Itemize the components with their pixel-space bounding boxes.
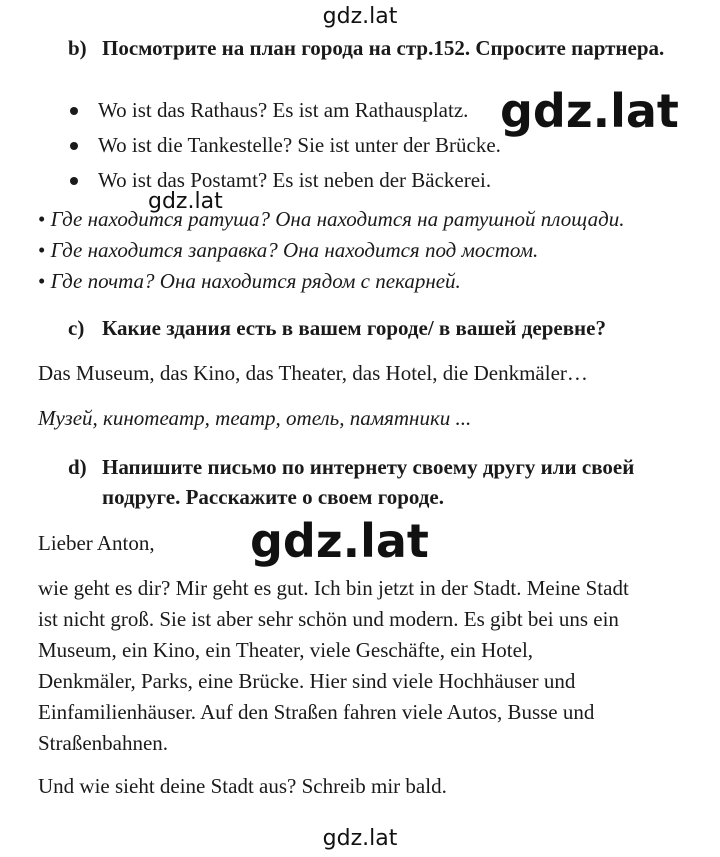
letter-closing: Und wie sieht deine Stadt aus? Schreib mir bald.: [38, 774, 447, 798]
list-item: • Где находится ратуша? Она находится на ратушной площади.: [38, 207, 625, 231]
task-c-translation: Музей, кинотеатр, театр, отель, памятники ...: [38, 406, 472, 430]
task-c-answer: Das Museum, das Kino, das Theater, das Hotel, die Denkmäler…: [38, 361, 588, 385]
list-item: Wo ist die Tankestelle? Sie ist unter der Brücke.: [64, 128, 501, 163]
watermark-small: gdz.lat: [148, 189, 223, 214]
task-c-text: Какие здания есть в вашем городе/ в вашей деревне?: [102, 316, 606, 340]
bullet-icon: [70, 107, 78, 115]
letter-line: wie geht es dir? Mir geht es gut. Ich bin jetzt in der Stadt. Meine Stadt: [38, 576, 629, 600]
watermark-large-1: gdz.lat: [500, 84, 679, 138]
task-b-text: Посмотрите на план города на стр.152. Спросите партнера.: [102, 36, 665, 60]
task-d-line-2: подруге. Расскажите о своем городе.: [102, 485, 444, 509]
bullet-icon: [70, 142, 78, 150]
watermark-large-2: gdz.lat: [250, 514, 429, 568]
task-d-letter: d): [68, 455, 87, 479]
task-b-letter: b): [68, 36, 87, 60]
list-item: • Где почта? Она находится рядом с пекарней.: [38, 269, 461, 293]
list-item: Wo ist das Postamt? Es ist neben der Bäckerei.: [64, 163, 501, 198]
list-item: • Где находится заправка? Она находится под мостом.: [38, 238, 539, 262]
letter-line: Einfamilienhäuser. Auf den Straßen fahren viele Autos, Busse und: [38, 700, 595, 724]
task-b-bullet-list: [64, 93, 501, 198]
letter-line: Museum, ein Kino, ein Theater, viele Geschäfte, ein Hotel,: [38, 638, 534, 662]
watermark-bottom: gdz.lat: [322, 826, 398, 851]
task-d-line-1: Напишите письмо по интернету своему другу или своей: [102, 455, 635, 479]
task-d-heading: [68, 452, 688, 512]
letter-line: Denkmäler, Parks, eine Brücke. Hier sind viele Hochhäuser und: [38, 669, 576, 693]
task-c-letter: c): [68, 316, 85, 340]
letter-line: ist nicht groß. Sie ist aber sehr schön und modern. Es gibt bei uns ein: [38, 607, 619, 631]
task-c-heading: [68, 313, 688, 343]
letter-greeting: Lieber Anton,: [38, 531, 155, 555]
letter-line: Straßenbahnen.: [38, 731, 169, 755]
list-item: Wo ist das Rathaus? Es ist am Rathausplatz.: [64, 93, 501, 128]
task-b-heading: [68, 33, 688, 63]
bullet-icon: [70, 177, 78, 185]
letter-body: [38, 573, 688, 759]
task-b-translation-list: [38, 204, 624, 297]
watermark-top: gdz.lat: [322, 4, 398, 29]
